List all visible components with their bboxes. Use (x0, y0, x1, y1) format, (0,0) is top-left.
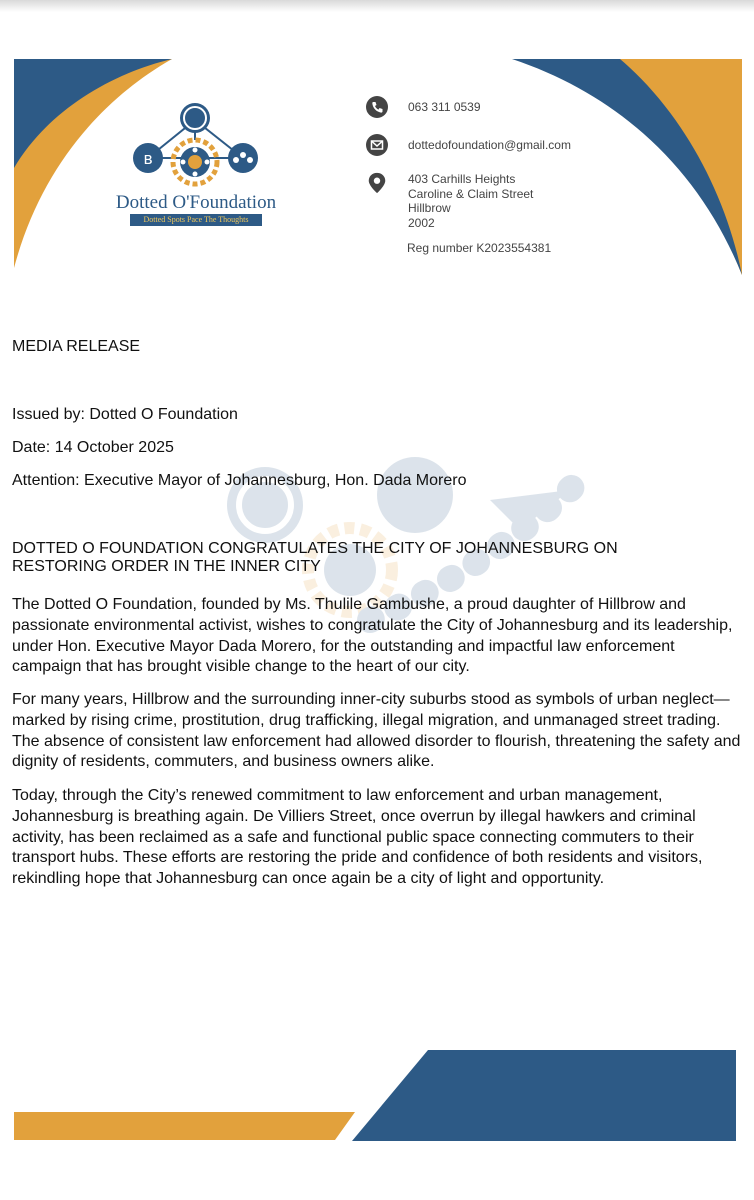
release-date: Date: 14 October 2025 (12, 439, 174, 456)
footer-orange-bar (14, 1112, 355, 1140)
logo-name: Dotted O'Foundation (115, 192, 277, 213)
footer-blue-block (352, 1050, 736, 1141)
location-pin-icon (366, 172, 388, 194)
body-paragraph: The Dotted O Foundation, founded by Ms. Thulile Gambushe, a proud daughter of Hillbrow and passionate environmental activist, wishes to congratulate the City of Johannesburg and its leadership, under Hon. Executive Mayor Dada Morero, for the outstanding and impactful law enforcement campaign that has brought visible change to the heart of our city. (12, 596, 733, 676)
address-line: Hillbrow (408, 201, 451, 215)
mail-icon (366, 134, 388, 156)
phone-icon (366, 96, 388, 118)
phone-number: 063 311 0539 (408, 100, 481, 114)
svg-text:ʙ: ʙ (143, 149, 153, 168)
address-line: Caroline & Claim Street (408, 186, 534, 201)
body-paragraph: Today, through the City’s renewed commitment to law enforcement and urban management, Johannesburg is breathing again. De Villiers Street, once overrun by illegal hawkers and criminal activity, has been reclaimed as a safe and functional public space connecting commuters to their transport hubs. These efforts are restoring the pride and confidence of both residents and visitors, rekindling hope that Johannesburg can once again be a city of light and opportunity. (12, 787, 703, 888)
issued-by: Issued by: Dotted O Foundation (12, 406, 238, 423)
address-line: 2002 (408, 215, 435, 230)
document-label: MEDIA RELEASE (12, 338, 141, 355)
address-line: 403 Carhills Heights (408, 172, 516, 186)
email-address: dottedofoundation@gmail.com (408, 138, 571, 152)
address-block (408, 172, 533, 230)
logo-tagline: Dotted Spots Pace The Thoughts (130, 214, 262, 226)
attention-line: Attention: Executive Mayor of Johannesburg, Hon. Dada Morero (12, 472, 467, 489)
registration-number: Reg number K2023554381 (407, 241, 552, 255)
release-headline: DOTTED O FOUNDATION CONGRATULATES THE CITY OF JOHANNESBURG ON RESTORING ORDER IN THE INNER CITY (12, 540, 618, 575)
body-paragraph: For many years, Hillbrow and the surrounding inner-city suburbs stood as symbols of urban neglect—marked by rising crime, prostitution, drug trafficking, illegal migration, and unmanaged street trading. The absence of consistent law enforcement had allowed disorder to flourish, threatening the safety and dignity of residents, commuters, and business owners alike. (12, 691, 741, 771)
letterhead-footer-art (0, 1045, 754, 1155)
